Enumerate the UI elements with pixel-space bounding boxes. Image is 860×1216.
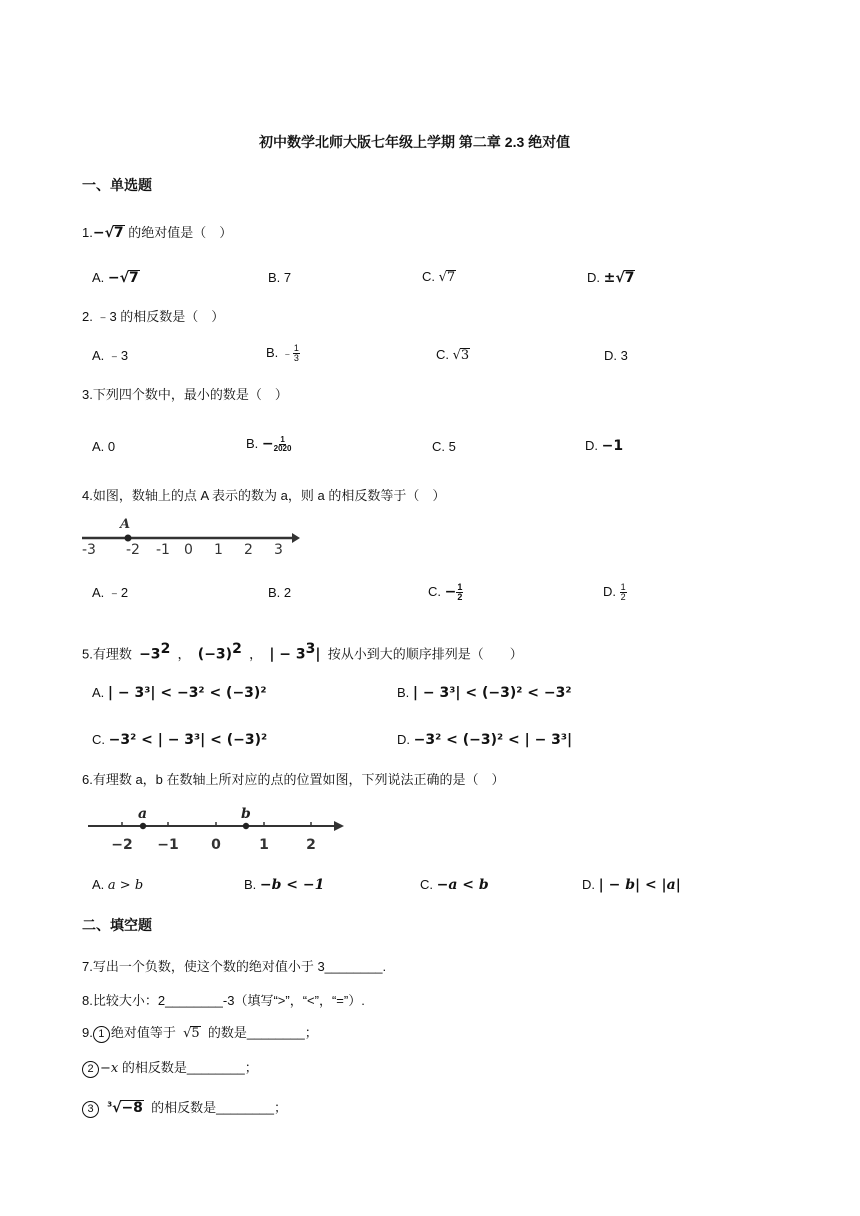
question-7: 7.写出一个负数，使这个数的绝对值小于 3________. <box>82 959 387 974</box>
tick-label: -3 <box>82 542 96 558</box>
radicand: 7 <box>113 225 124 241</box>
option-label: D. <box>582 877 599 892</box>
option-label: C. <box>436 347 453 362</box>
sqrt-symbol: √ <box>104 225 114 241</box>
question-2-stem: 2. ﹣3 的相反数是（ ） <box>82 309 225 324</box>
radicand: 7 <box>624 270 635 286</box>
question-text: 的数是________； <box>207 1025 318 1040</box>
point-a <box>125 535 132 542</box>
question-6-stem: 6.有理数 a，b 在数轴上所对应的点的位置如图，下列说法正确的是（ ） <box>82 772 505 787</box>
option-label: B. <box>397 685 413 700</box>
option-label: A. <box>92 877 108 892</box>
q3-option-c[interactable]: C. 5 <box>432 439 456 454</box>
option-expression: | − b| < |a| <box>598 877 681 893</box>
number-2: (−3) <box>197 646 233 663</box>
option-label: D. <box>587 270 604 285</box>
option-label: A. <box>92 270 108 285</box>
option-expression: −3² < | − 3³| < (−3)² <box>108 732 268 748</box>
denominator: 2 <box>457 592 463 602</box>
numerator: 1 <box>293 343 299 353</box>
q6-option-d[interactable] <box>582 878 681 892</box>
fraction <box>274 436 292 453</box>
question-3-stem: 3.下列四个数中，最小的数是（ ） <box>82 387 288 402</box>
question-text: 的相反数是________； <box>151 1100 288 1115</box>
page-title: 初中数学北师大版七年级上学期 第二章 2.3 绝对值 <box>259 134 571 150</box>
question-4-stem: 4.如图，数轴上的点 A 表示的数为 a，则 a 的相反数等于（ ） <box>82 488 446 503</box>
question-number: 1. <box>82 225 93 240</box>
denominator: 2020 <box>273 444 292 453</box>
q1-option-d[interactable] <box>587 270 635 286</box>
minus-sign: − <box>261 435 274 452</box>
q3-option-b[interactable] <box>246 436 291 453</box>
q5-option-a[interactable] <box>92 686 266 700</box>
tick-label: −2 <box>111 837 133 853</box>
q5-option-c[interactable] <box>92 733 267 747</box>
q2-option-c[interactable] <box>436 348 470 363</box>
option-expression: −a < b <box>436 877 489 893</box>
minus-sign: − <box>107 270 120 286</box>
question-text: 按从小到大的顺序排列是（ ） <box>327 646 523 662</box>
arrow-head <box>334 821 344 831</box>
radicand: 7 <box>446 270 456 285</box>
q4-option-b[interactable]: B. 2 <box>268 585 292 600</box>
option-label: D. <box>585 438 602 453</box>
exponent: 2 <box>160 641 171 657</box>
question-text: 绝对值等于 <box>110 1025 176 1040</box>
minus-sign: − <box>444 583 457 600</box>
tick-label: 1 <box>214 542 223 558</box>
option-expression: a > b <box>107 878 144 893</box>
circled-number-3: 3 <box>82 1101 99 1118</box>
tick-label: 2 <box>244 542 253 558</box>
option-label: C. <box>422 269 439 284</box>
denominator: 3 <box>293 353 299 363</box>
option-expression: | − 3³| < (−3)² < −3² <box>412 685 572 701</box>
number-line-figure-q4 <box>80 514 300 558</box>
q2-option-a[interactable]: A. ﹣3 <box>92 348 129 363</box>
tick-label: 0 <box>211 837 221 853</box>
question-1-stem <box>82 225 232 241</box>
sqrt-symbol: √ <box>438 270 447 285</box>
cube-root-symbol: √ <box>112 1100 122 1116</box>
number-line-figure-q6 <box>86 802 348 856</box>
q1-option-a[interactable] <box>92 270 140 286</box>
point-b-label: b <box>241 806 251 822</box>
sqrt-symbol: √ <box>615 270 625 286</box>
point-b <box>243 823 249 829</box>
numerator: 1 <box>457 582 463 592</box>
q1-option-b[interactable]: B. 7 <box>268 270 292 285</box>
question-8: 8.比较大小：2________-3（填写“>”，“<”，“=”）. <box>82 993 365 1008</box>
question-9-part-2 <box>82 1061 258 1078</box>
q6-option-a[interactable] <box>92 878 143 892</box>
separator: ， <box>177 646 191 662</box>
variable: −x <box>100 1061 119 1076</box>
q3-option-d[interactable] <box>585 439 623 453</box>
option-value: −1 <box>601 438 624 454</box>
option-expression: | − 3³| < −3² < (−3)² <box>107 685 267 701</box>
question-5-stem <box>82 642 523 661</box>
q6-option-c[interactable] <box>420 878 489 892</box>
question-text: 的绝对值是（ ） <box>128 225 233 240</box>
option-label: A. <box>92 685 108 700</box>
option-label: C. <box>428 583 445 599</box>
point-a-label: A <box>120 517 131 532</box>
circled-number-2: 2 <box>82 1061 99 1078</box>
arrow-head <box>292 533 300 543</box>
exponent: 2 <box>232 641 242 657</box>
separator: ， <box>249 646 263 662</box>
q4-option-c[interactable] <box>428 583 463 602</box>
option-expression: −b < −1 <box>259 877 325 893</box>
q4-option-d[interactable] <box>603 583 627 602</box>
question-text: 5.有理数 <box>82 646 132 662</box>
option-label: B. <box>244 877 260 892</box>
plus-minus-sign: ± <box>603 270 616 286</box>
tick-label: −1 <box>157 837 179 853</box>
q2-option-d[interactable]: D. 3 <box>604 348 628 363</box>
abs-bar: | <box>315 646 321 663</box>
number-1: −3 <box>139 646 161 663</box>
circled-number-1: 1 <box>93 1026 110 1043</box>
minus-sign: ﹣ <box>281 347 293 360</box>
fraction <box>620 583 627 602</box>
radicand: 3 <box>460 348 470 363</box>
option-label: C. <box>420 877 437 892</box>
denominator: 2 <box>620 592 626 602</box>
question-9-part-3 <box>82 1100 287 1118</box>
q2-option-b[interactable] <box>266 344 300 363</box>
tick-label: 0 <box>184 542 193 558</box>
number-3: | − 3 <box>269 646 306 663</box>
point-a <box>140 823 146 829</box>
sqrt-symbol: √ <box>119 270 129 286</box>
tick-labels <box>82 542 283 558</box>
option-label: B. <box>246 435 262 451</box>
section-heading-single-choice: 一、单选题 <box>82 177 152 193</box>
minus-sign: − <box>92 225 105 241</box>
option-label: C. <box>92 732 109 747</box>
tick-label: 1 <box>259 837 269 853</box>
q5-option-d[interactable] <box>397 733 572 747</box>
option-label: B. <box>266 344 282 360</box>
question-number: 9. <box>82 1025 93 1040</box>
tick-label: 3 <box>274 542 283 558</box>
tick-label: 2 <box>306 837 316 853</box>
option-label: D. <box>603 583 620 599</box>
q5-option-b[interactable] <box>397 686 571 700</box>
tick-label: -2 <box>126 542 140 558</box>
radicand: 7 <box>128 270 139 286</box>
fraction <box>456 583 463 602</box>
question-9-part-1 <box>82 1026 318 1043</box>
point-a-label: a <box>138 806 148 822</box>
section-heading-fill-blank: 二、填空题 <box>82 917 152 933</box>
numerator: 1 <box>280 435 285 444</box>
sqrt-symbol: √ <box>183 1026 192 1041</box>
tick-label: -1 <box>156 542 170 558</box>
root-index: 3 <box>107 1100 113 1109</box>
sqrt-symbol: √ <box>452 348 461 363</box>
radicand: −8 <box>121 1100 143 1116</box>
q3-option-a[interactable]: A. 0 <box>92 439 116 454</box>
q1-option-c[interactable] <box>422 270 456 285</box>
option-label: D. <box>397 732 414 747</box>
q6-option-b[interactable] <box>244 878 324 892</box>
question-text: 的相反数是________； <box>121 1060 258 1075</box>
radicand: 5 <box>191 1026 200 1041</box>
option-expression: −3² < (−3)² < | − 3³| <box>413 732 573 748</box>
exponent: 3 <box>305 641 316 657</box>
numerator: 1 <box>620 582 626 592</box>
fraction <box>293 344 300 363</box>
q4-option-a[interactable]: A. ﹣2 <box>92 585 129 600</box>
